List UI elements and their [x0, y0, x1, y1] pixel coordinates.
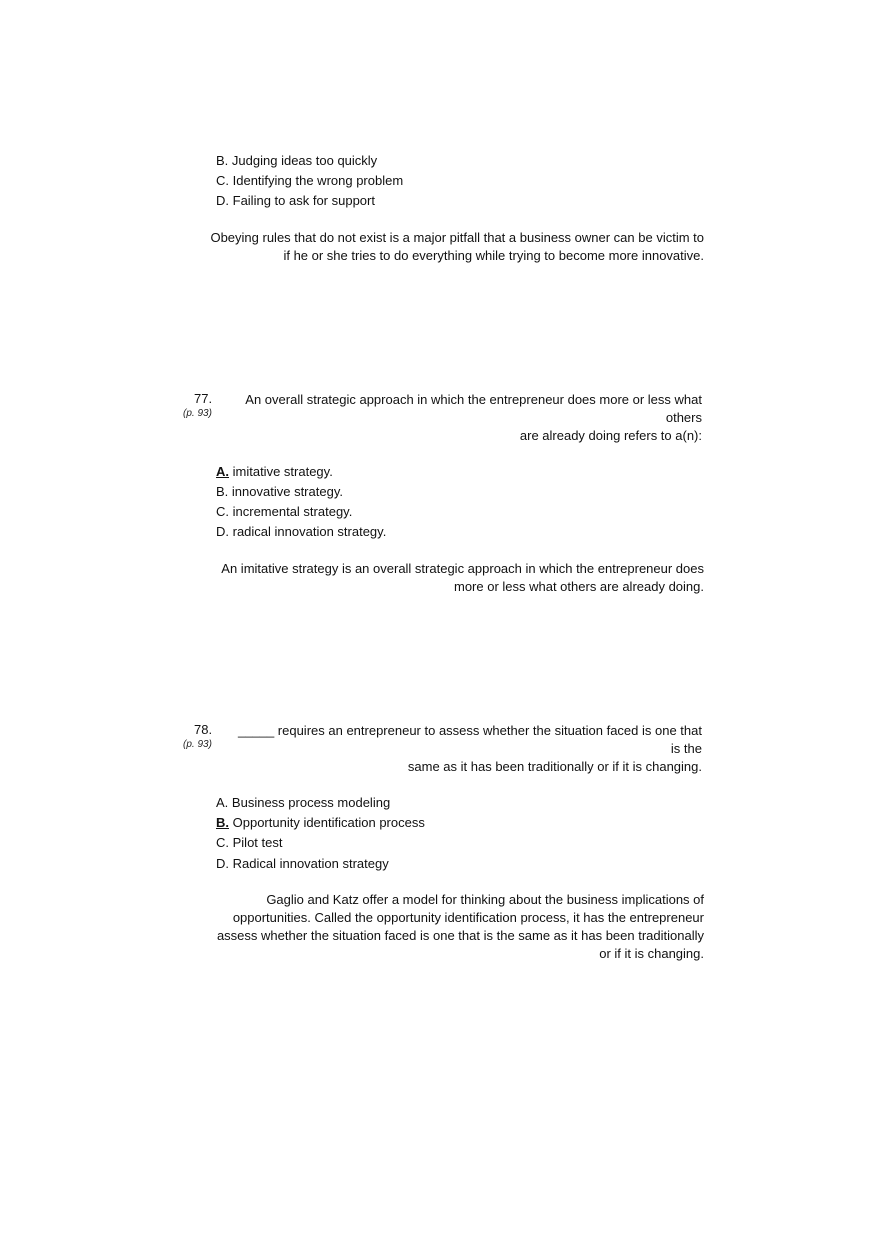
q77-explanation: [214, 560, 704, 596]
q77-option-d: [216, 524, 386, 539]
option-letter: D.: [216, 524, 229, 539]
q76-explanation: [204, 229, 704, 265]
question-line: are already doing refers to a(n):: [519, 428, 702, 443]
q78-question: [232, 722, 702, 776]
option-letter: C.: [216, 835, 229, 850]
option-text: Business process modeling: [231, 795, 391, 810]
option-letter: C.: [216, 173, 229, 188]
option-letter: B.: [216, 484, 229, 499]
option-text: Pilot test: [232, 835, 283, 850]
option-text: Identifying the wrong problem: [232, 173, 404, 188]
question-line: same as it has been traditionally or if it is changing.: [407, 759, 702, 774]
q77-question: [212, 391, 702, 445]
explanation-line: or if it is changing.: [599, 946, 704, 961]
q77-option-b: [216, 484, 343, 499]
q78-number: 78.: [194, 722, 213, 737]
q78-page-ref: (p. 93): [183, 739, 212, 750]
q76-option-c: [216, 173, 403, 188]
explanation-line: Gaglio and Katz offer a model for thinking about the business implications of: [266, 892, 704, 907]
option-letter: D.: [216, 856, 229, 871]
option-letter-correct: A.: [216, 464, 229, 479]
q78-option-b: [216, 815, 425, 830]
option-text: incremental strategy.: [232, 504, 353, 519]
q77-option-a: [216, 464, 333, 479]
q77-number: 77.: [194, 391, 213, 406]
q78-option-a: [216, 795, 390, 810]
explanation-line: Obeying rules that do not exist is a major pitfall that a business owner can be victim to: [210, 230, 704, 245]
explanation-line: if he or she tries to do everything while trying to become more innovative.: [283, 248, 704, 263]
option-letter: B.: [216, 153, 229, 168]
q76-option-b: [216, 153, 377, 168]
option-text: radical innovation strategy.: [232, 524, 387, 539]
q77-option-c: [216, 504, 352, 519]
question-line: An overall strategic approach in which the entrepreneur does more or less what others: [245, 392, 702, 425]
option-text: Judging ideas too quickly: [231, 153, 378, 168]
option-text: Opportunity identification process: [232, 815, 425, 830]
q78-option-c: [216, 835, 282, 850]
option-letter: A.: [216, 795, 229, 810]
q78-explanation: [204, 891, 704, 963]
explanation-line: An imitative strategy is an overall strategic approach in which the entrepreneur does: [221, 561, 704, 576]
explanation-line: assess whether the situation faced is one that is the same as it has been traditionally: [216, 928, 704, 943]
option-letter: D.: [216, 193, 229, 208]
option-text: Failing to ask for support: [232, 193, 375, 208]
explanation-line: opportunities. Called the opportunity identification process, it has the entrepreneur: [232, 910, 704, 925]
option-text: Radical innovation strategy: [232, 856, 389, 871]
q78-option-d: [216, 856, 389, 871]
question-line: _____ requires an entrepreneur to assess whether the situation faced is one that is the: [238, 723, 702, 756]
q76-option-d: [216, 193, 375, 208]
option-text: imitative strategy.: [232, 464, 333, 479]
option-text: innovative strategy.: [231, 484, 343, 499]
option-letter-correct: B.: [216, 815, 229, 830]
q77-page-ref: (p. 93): [183, 408, 212, 419]
option-letter: C.: [216, 504, 229, 519]
explanation-line: more or less what others are already doing.: [453, 579, 704, 594]
